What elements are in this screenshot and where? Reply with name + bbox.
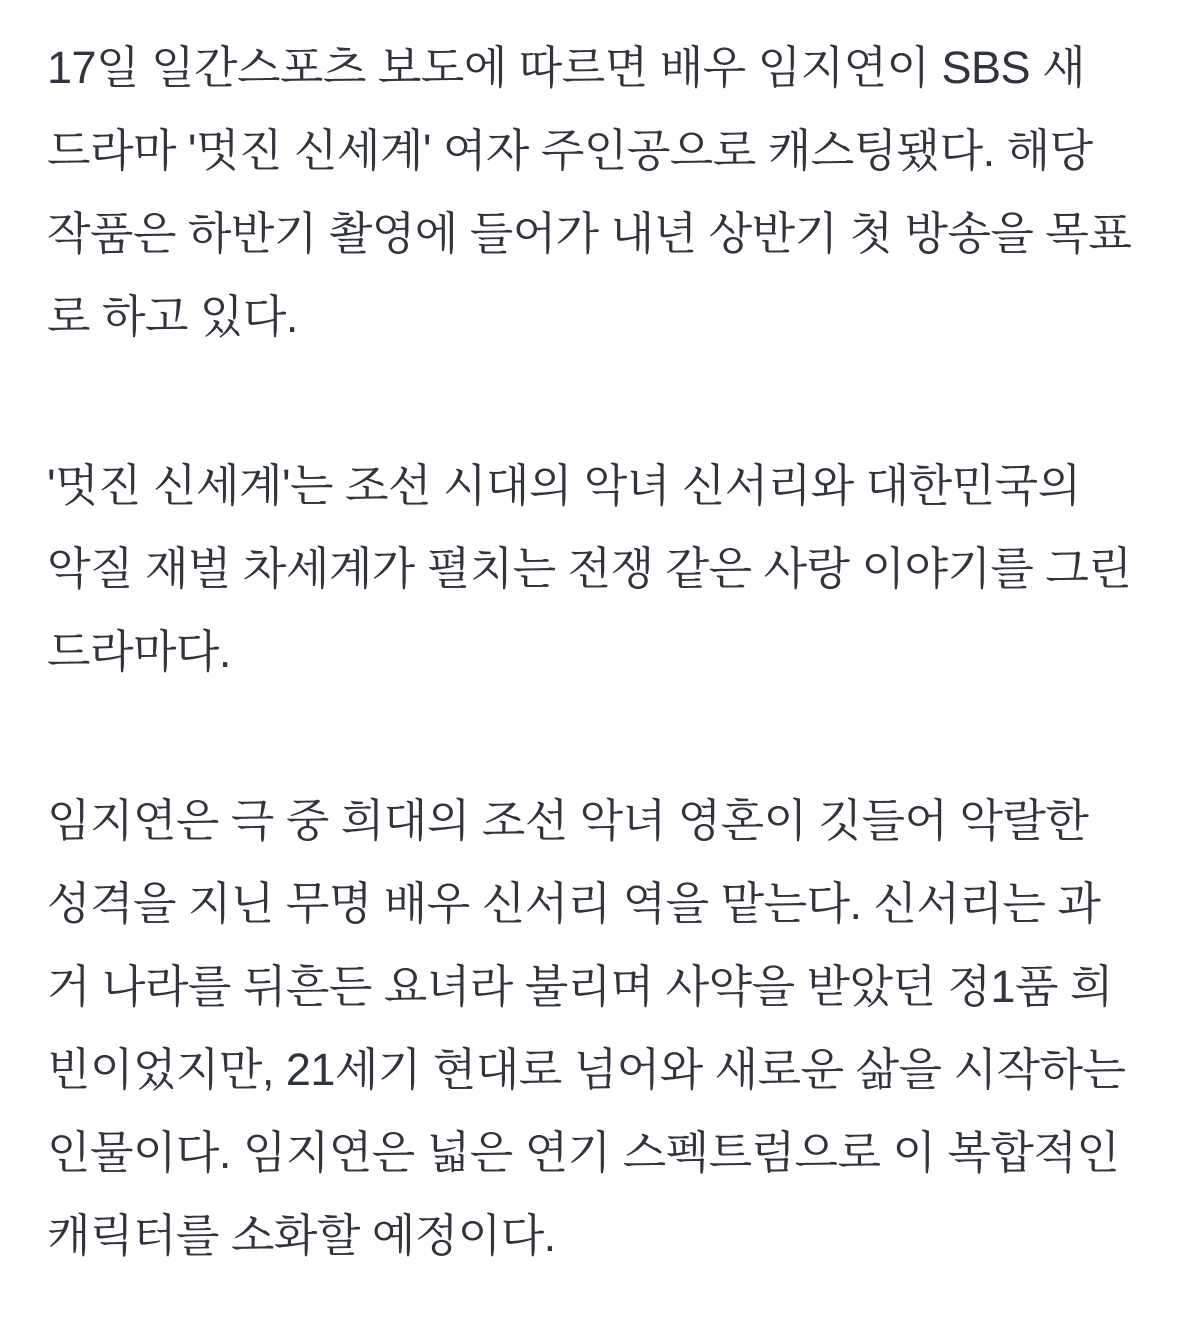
article-paragraph-3: 임지연은 극 중 희대의 조선 악녀 영혼이 깃들어 악랄한 성격을 지닌 무명 배우 신서리 역을 맡는다. 신서리는 과거 나라를 뒤흔든 요녀라 불리며 사약을 받았던 정1품 희빈이었지만, 21세기 현대로 넘어와 새로운 삶을 시작하는 인물이다. 임지연은 넓은 연기 스펙트럼으로 이 복합적인 캐릭터를 소화할 예정이다.	[47, 795, 1126, 1261]
article-paragraph-1: 17일 일간스포츠 보도에 따르면 배우 임지연이 SBS 새 드라마 '멋진 신세계' 여자 주인공으로 캐스팅됐다. 해당 작품은 하반기 촬영에 들어가 내년 상반기 첫 방송을 목표로 하고 있다.	[47, 42, 1132, 342]
article-paragraph-2: '멋진 신세계'는 조선 시대의 악녀 신서리와 대한민국의 악질 재벌 차세계가 펼치는 전쟁 같은 사랑 이야기를 그린 드라마다.	[47, 460, 1132, 677]
